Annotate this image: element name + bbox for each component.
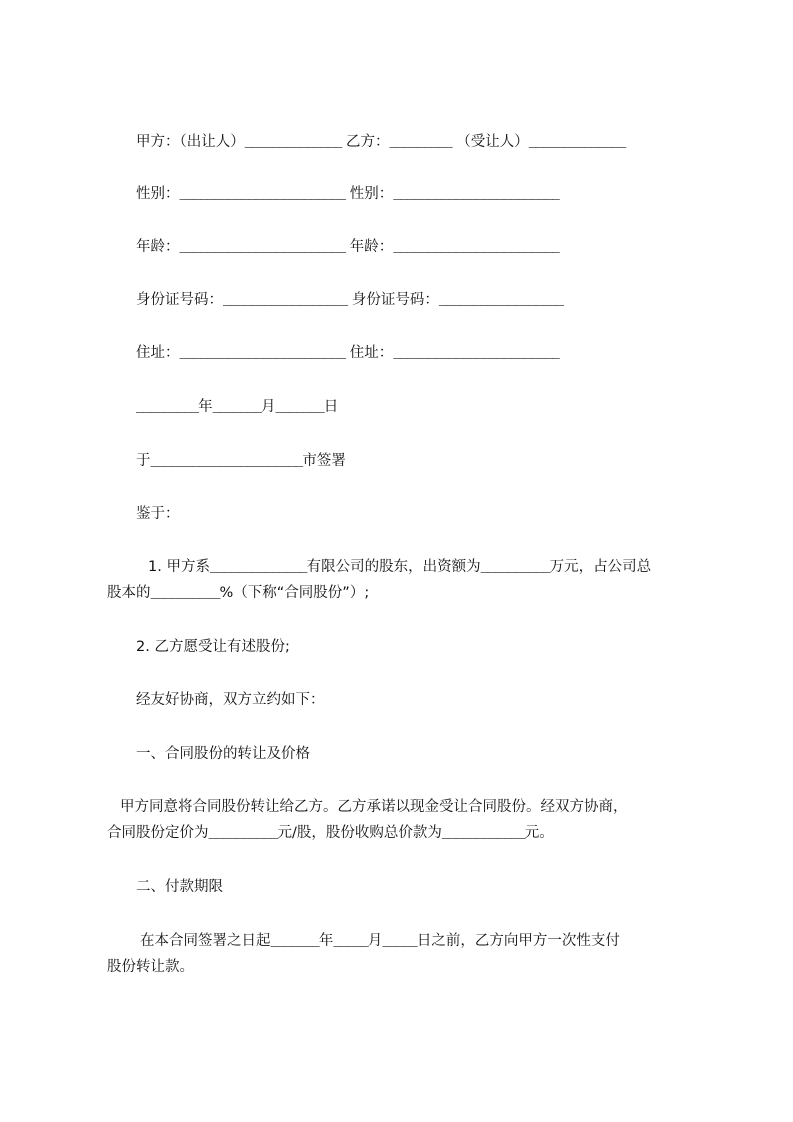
text: 有限公司的股东，出资额为: [306, 559, 481, 575]
text: 甲方：（出让人）: [136, 134, 245, 150]
party-info-line: [136, 132, 625, 153]
text: 年龄：: [345, 239, 394, 255]
blank-field[interactable]: __________________: [223, 293, 348, 308]
recital-1-cont: [107, 583, 369, 604]
text: 乙方：: [341, 134, 390, 150]
text: 年龄：: [136, 239, 180, 255]
blank-field[interactable]: ____________: [441, 826, 525, 841]
text: 年: [318, 933, 334, 949]
text: 身份证号码：: [347, 292, 439, 308]
blank-field[interactable]: ________________________: [393, 187, 559, 202]
text: %（下称“合同股份”）;: [219, 585, 370, 601]
text: 甲方同意将合同股份转让给乙方。乙方承诺以现金受让合同股份。经双方协商，: [120, 799, 628, 815]
blank-field[interactable]: _____: [333, 934, 368, 949]
recital-1: [148, 557, 651, 578]
text: 月: [367, 933, 383, 949]
section-1-heading: [136, 744, 310, 764]
blank-field[interactable]: _______: [212, 400, 261, 415]
text: 鉴于：: [136, 506, 180, 522]
gender-line: [136, 184, 559, 205]
blank-field[interactable]: __________________: [438, 293, 564, 308]
blank-field[interactable]: ______________________: [150, 454, 303, 469]
blank-field[interactable]: ________________________: [393, 240, 559, 255]
blank-field[interactable]: ______________: [528, 135, 626, 150]
blank-field[interactable]: __________: [480, 560, 550, 575]
text: 元。: [524, 825, 554, 841]
text: 住址：: [345, 345, 394, 361]
text: 股本的: [107, 585, 151, 601]
text: 在本合同签署之日起: [140, 933, 271, 949]
id-number-line: [136, 290, 563, 311]
blank-field[interactable]: ________________________: [179, 346, 346, 361]
text: 经友好协商，双方立约如下：: [136, 692, 325, 708]
text: 身份证号码：: [136, 292, 223, 308]
text: 月: [260, 399, 276, 415]
section-1-body-cont: [107, 823, 554, 844]
blank-field[interactable]: _______: [275, 400, 324, 415]
blank-field[interactable]: ______________: [244, 135, 342, 150]
text: 市签署: [302, 453, 346, 469]
text: 一、合同股份的转让及价格: [136, 746, 310, 762]
text: 于: [136, 453, 151, 469]
text: 2. 乙方愿受让有述股份;: [136, 639, 290, 655]
blank-field[interactable]: __________: [150, 586, 220, 601]
whereas-heading: [136, 504, 180, 524]
text: 日: [323, 399, 339, 415]
recital-2: [136, 637, 290, 657]
agreement-intro: [136, 690, 325, 710]
text: 元/股，股份收购总价款为: [277, 825, 442, 841]
text: 住址：: [136, 345, 180, 361]
text: 合同股份定价为: [107, 825, 209, 841]
blank-field[interactable]: ______________: [209, 560, 307, 575]
address-line: [136, 343, 559, 364]
section-1-body: [120, 797, 628, 817]
blank-field[interactable]: ________________________: [179, 240, 346, 255]
date-line: [136, 397, 338, 418]
blank-field[interactable]: _______: [270, 934, 319, 949]
blank-field[interactable]: _________: [389, 135, 452, 150]
section-2-body-cont: [107, 957, 194, 977]
text: 二、付款期限: [136, 879, 223, 895]
section-2-body: [140, 931, 620, 952]
text: 年: [198, 399, 213, 415]
text: （受让人）: [451, 134, 529, 150]
blank-field[interactable]: _________: [136, 400, 199, 415]
section-2-heading: [136, 877, 223, 897]
signing-place-line: [136, 451, 346, 472]
blank-field[interactable]: ________________________: [179, 187, 346, 202]
blank-field[interactable]: ________________________: [393, 346, 559, 361]
age-line: [136, 237, 559, 258]
text: 万元，占公司总: [549, 559, 652, 575]
text: 1. 甲方系: [148, 559, 210, 575]
blank-field[interactable]: _____: [382, 934, 417, 949]
text: 性别：: [136, 186, 180, 202]
text: 股份转让款。: [107, 959, 194, 975]
text: 日之前，乙方向甲方一次性支付: [416, 933, 620, 949]
blank-field[interactable]: __________: [208, 826, 278, 841]
text: 性别：: [345, 186, 394, 202]
